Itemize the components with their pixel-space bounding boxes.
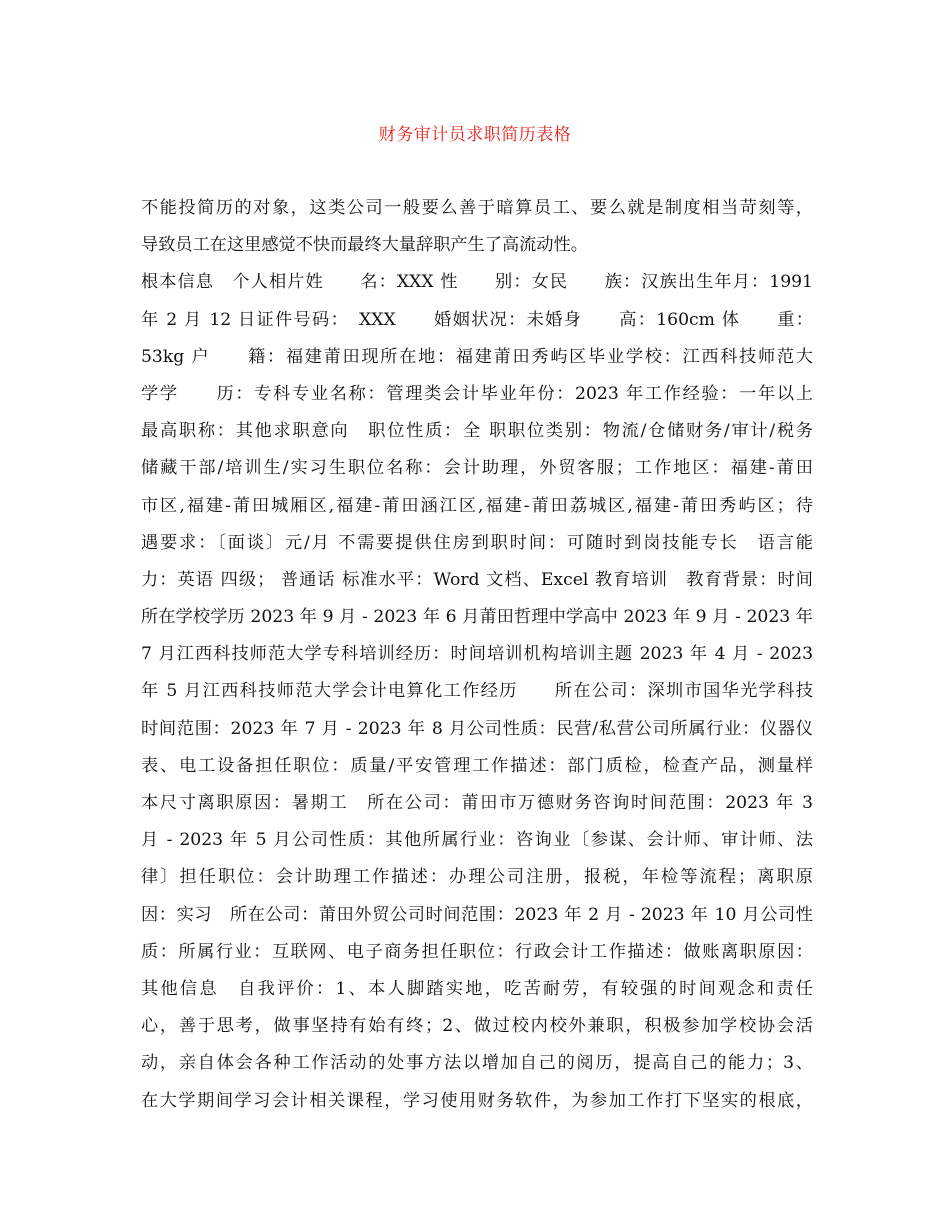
paragraph-line: 其他信息 自我评价：1、本人脚踏实地，吃苦耐劳，有较强的时间观念和责任 — [141, 978, 813, 999]
paragraph-line: 年 5 月江西科技师范大学会计电算化工作经历 所在公司：深圳市国华光学科技 — [141, 681, 813, 702]
paragraph-line: 53kg 户 籍：福建莆田现所在地：福建莆田秀屿区毕业学校：江西科技师范大 — [141, 346, 813, 367]
paragraph-line: 不能投简历的对象，这类公司一般要么善于暗算员工、要么就是制度相当苛刻等， — [141, 198, 813, 218]
paragraph-line: 遇要求：〔面谈〕元/月 不需要提供住房到职时间：可随时到岗技能专长 语言能 — [141, 532, 813, 553]
paragraph-line: 储藏干部/培训生/实习生职位名称：会计助理，外贸客服；工作地区：福建-莆田 — [141, 458, 813, 479]
paragraph-line: 最高职称：其他求职意向 职位性质：全 职职位类别：物流/仓储财务/审计/税务 — [141, 421, 813, 442]
paragraph-line: 导致员工在这里感觉不快而最终大量辞职产生了高流动性。 — [141, 235, 588, 256]
paragraph-line: 因：实习 所在公司：莆田外贸公司时间范围：2023 年 2 月 - 2023 年 10 月公司性 — [141, 904, 813, 925]
paragraph-line: 在大学期间学习会计相关课程，学习使用财务软件，为参加工作打下坚实的根底， — [141, 1090, 813, 1111]
paragraph-line: 力：英语 四级； 普通话 标准水平：Word 文档、Excel 教育培训 教育背景：时间 — [141, 569, 813, 590]
document-title: 财务审计员求职简历表格 — [378, 125, 572, 145]
paragraph-line: 动，亲自体会各种工作活动的处事方法以增加自己的阅历，提高自己的能力；3、 — [141, 1053, 813, 1074]
paragraph-line: 所在学校学历 2023 年 9 月 - 2023 年 6 月莆田哲理中学高中 2023 年 9 月 - 2023 年 — [141, 607, 813, 628]
paragraph-line: 学学 历：专科专业名称：管理类会计毕业年份：2023 年工作经验：一年以上 — [141, 383, 813, 404]
paragraph-line: 表、电工设备担任职位：质量/平安管理工作描述：部门质检，检查产品，测量样 — [141, 755, 813, 776]
paragraph-line: 市区,福建-莆田城厢区,福建-莆田涵江区,福建-莆田荔城区,福建-莆田秀屿区；待 — [141, 495, 813, 516]
paragraph-line: 月 - 2023 年 5 月公司性质：其他所属行业：咨询业〔参谋、会计师、审计师、法 — [141, 830, 813, 851]
paragraph-line: 7 月江西科技师范大学专科培训经历：时间培训机构培训主题 2023 年 4 月 - 2023 — [141, 644, 813, 665]
paragraph-line: 心，善于思考，做事坚持有始有终；2、做过校内校外兼职，积极参加学校协会活 — [141, 1016, 813, 1037]
paragraph-line: 质：所属行业：互联网、电子商务担任职位：行政会计工作描述：做账离职原因： — [141, 941, 813, 962]
paragraph-line: 根本信息 个人相片姓 名：XXX 性 别：女民 族：汉族出生年月：1991 — [141, 272, 813, 293]
paragraph-line: 律〕担任职位：会计助理工作描述：办理公司注册，报税，年检等流程；离职原 — [141, 867, 813, 888]
paragraph-line: 年 2 月 12 日证件号码： XXX 婚姻状况：未婚身 高：160cm 体 重： — [141, 309, 813, 330]
paragraph-line: 本尺寸离职原因：暑期工 所在公司：莆田市万德财务咨询时间范围：2023 年 3 — [141, 793, 813, 813]
paragraph-line: 时间范围：2023 年 7 月 - 2023 年 8 月公司性质：民营/私营公司所属行业：仪器仪 — [141, 718, 813, 739]
document-body — [141, 190, 813, 1120]
